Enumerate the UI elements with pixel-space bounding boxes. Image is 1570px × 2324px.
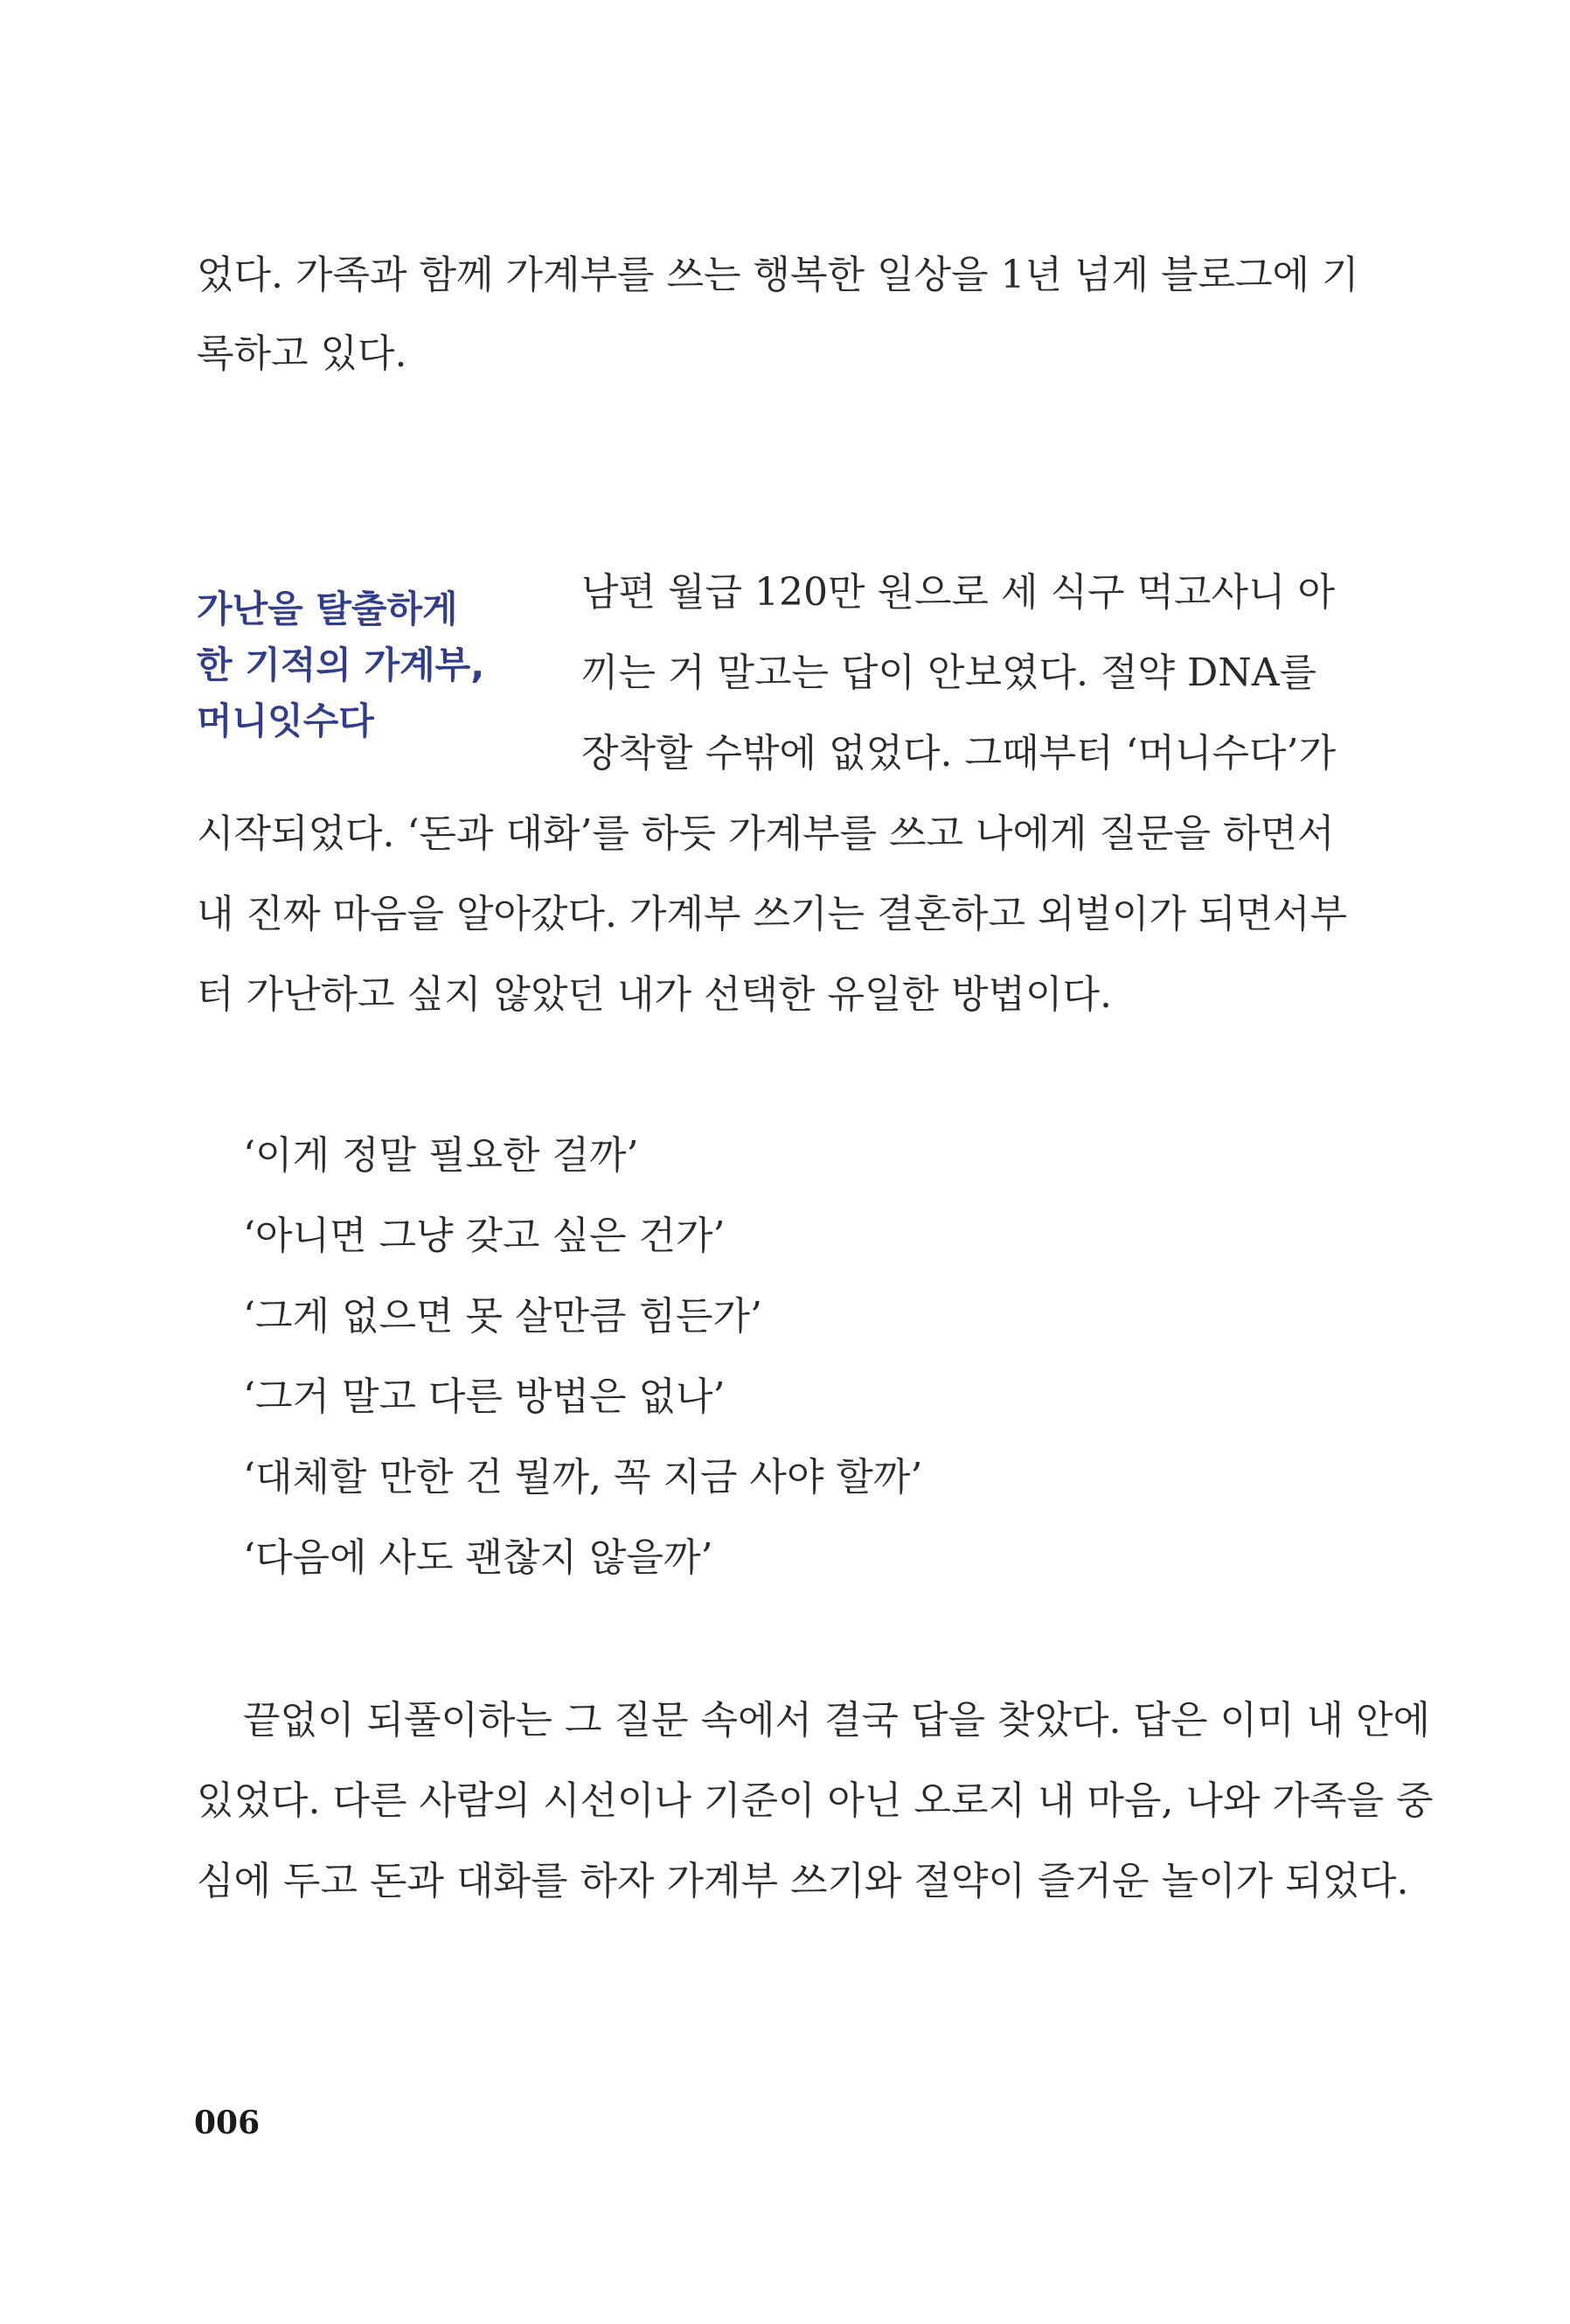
question-5: ‘대체할 만한 건 뭘까, 꼭 지금 사야 할까’ (243, 1455, 923, 1499)
question-4: ‘그거 말고 다른 방법은 없나’ (243, 1374, 726, 1419)
question-6: ‘다음에 사도 괜찮지 않을까’ (243, 1535, 713, 1580)
question-2: ‘아니면 그냥 갖고 싶은 건가’ (243, 1214, 726, 1258)
section-paragraph-line-1: 남편 월급 120만 원으로 세 식구 먹고사니 아 (581, 570, 1335, 615)
section-paragraph-line-3: 장착할 수밖에 없었다. 그때부터 ‘머니수다’가 (581, 731, 1336, 776)
conclusion-line-1: 끝없이 되풀이하는 그 질문 속에서 결국 답을 찾았다. 답은 이미 내 안에 (243, 1698, 1430, 1743)
section-heading-line-1: 가난을 탈출하게 (197, 588, 458, 630)
section-paragraph-line-4: 시작되었다. ‘돈과 대화’를 하듯 가계부를 쓰고 나에게 질문을 하면서 (197, 811, 1335, 856)
question-3: ‘그게 없으면 못 살만큼 힘든가’ (243, 1294, 762, 1339)
section-heading-line-3: 머니잇수다 (197, 699, 374, 742)
section-heading-line-2: 한 기적의 가계부, (197, 644, 485, 686)
intro-line-1: 었다. 가족과 함께 가계부를 쓰는 행복한 일상을 1년 넘게 블로그에 기 (197, 253, 1359, 297)
section-paragraph-line-5: 내 진짜 마음을 알아갔다. 가계부 쓰기는 결혼하고 외벌이가 되면서부 (197, 892, 1347, 936)
section-paragraph-line-6: 터 가난하고 싶지 않았던 내가 선택한 유일한 방법이다. (197, 972, 1112, 1017)
page-number: 006 (194, 2105, 261, 2141)
conclusion-line-3: 심에 두고 돈과 대화를 하자 가계부 쓰기와 절약이 즐거운 놀이가 되었다. (197, 1859, 1409, 1903)
question-1: ‘이게 정말 필요한 걸까’ (243, 1133, 639, 1178)
intro-line-2: 록하고 있다. (197, 331, 407, 376)
section-heading (197, 581, 484, 749)
section-paragraph-line-2: 끼는 거 말고는 답이 안보였다. 절약 DNA를 (581, 651, 1317, 695)
conclusion-line-2: 있었다. 다른 사람의 시선이나 기준이 아닌 오로지 내 마음, 나와 가족을 중 (197, 1778, 1434, 1823)
